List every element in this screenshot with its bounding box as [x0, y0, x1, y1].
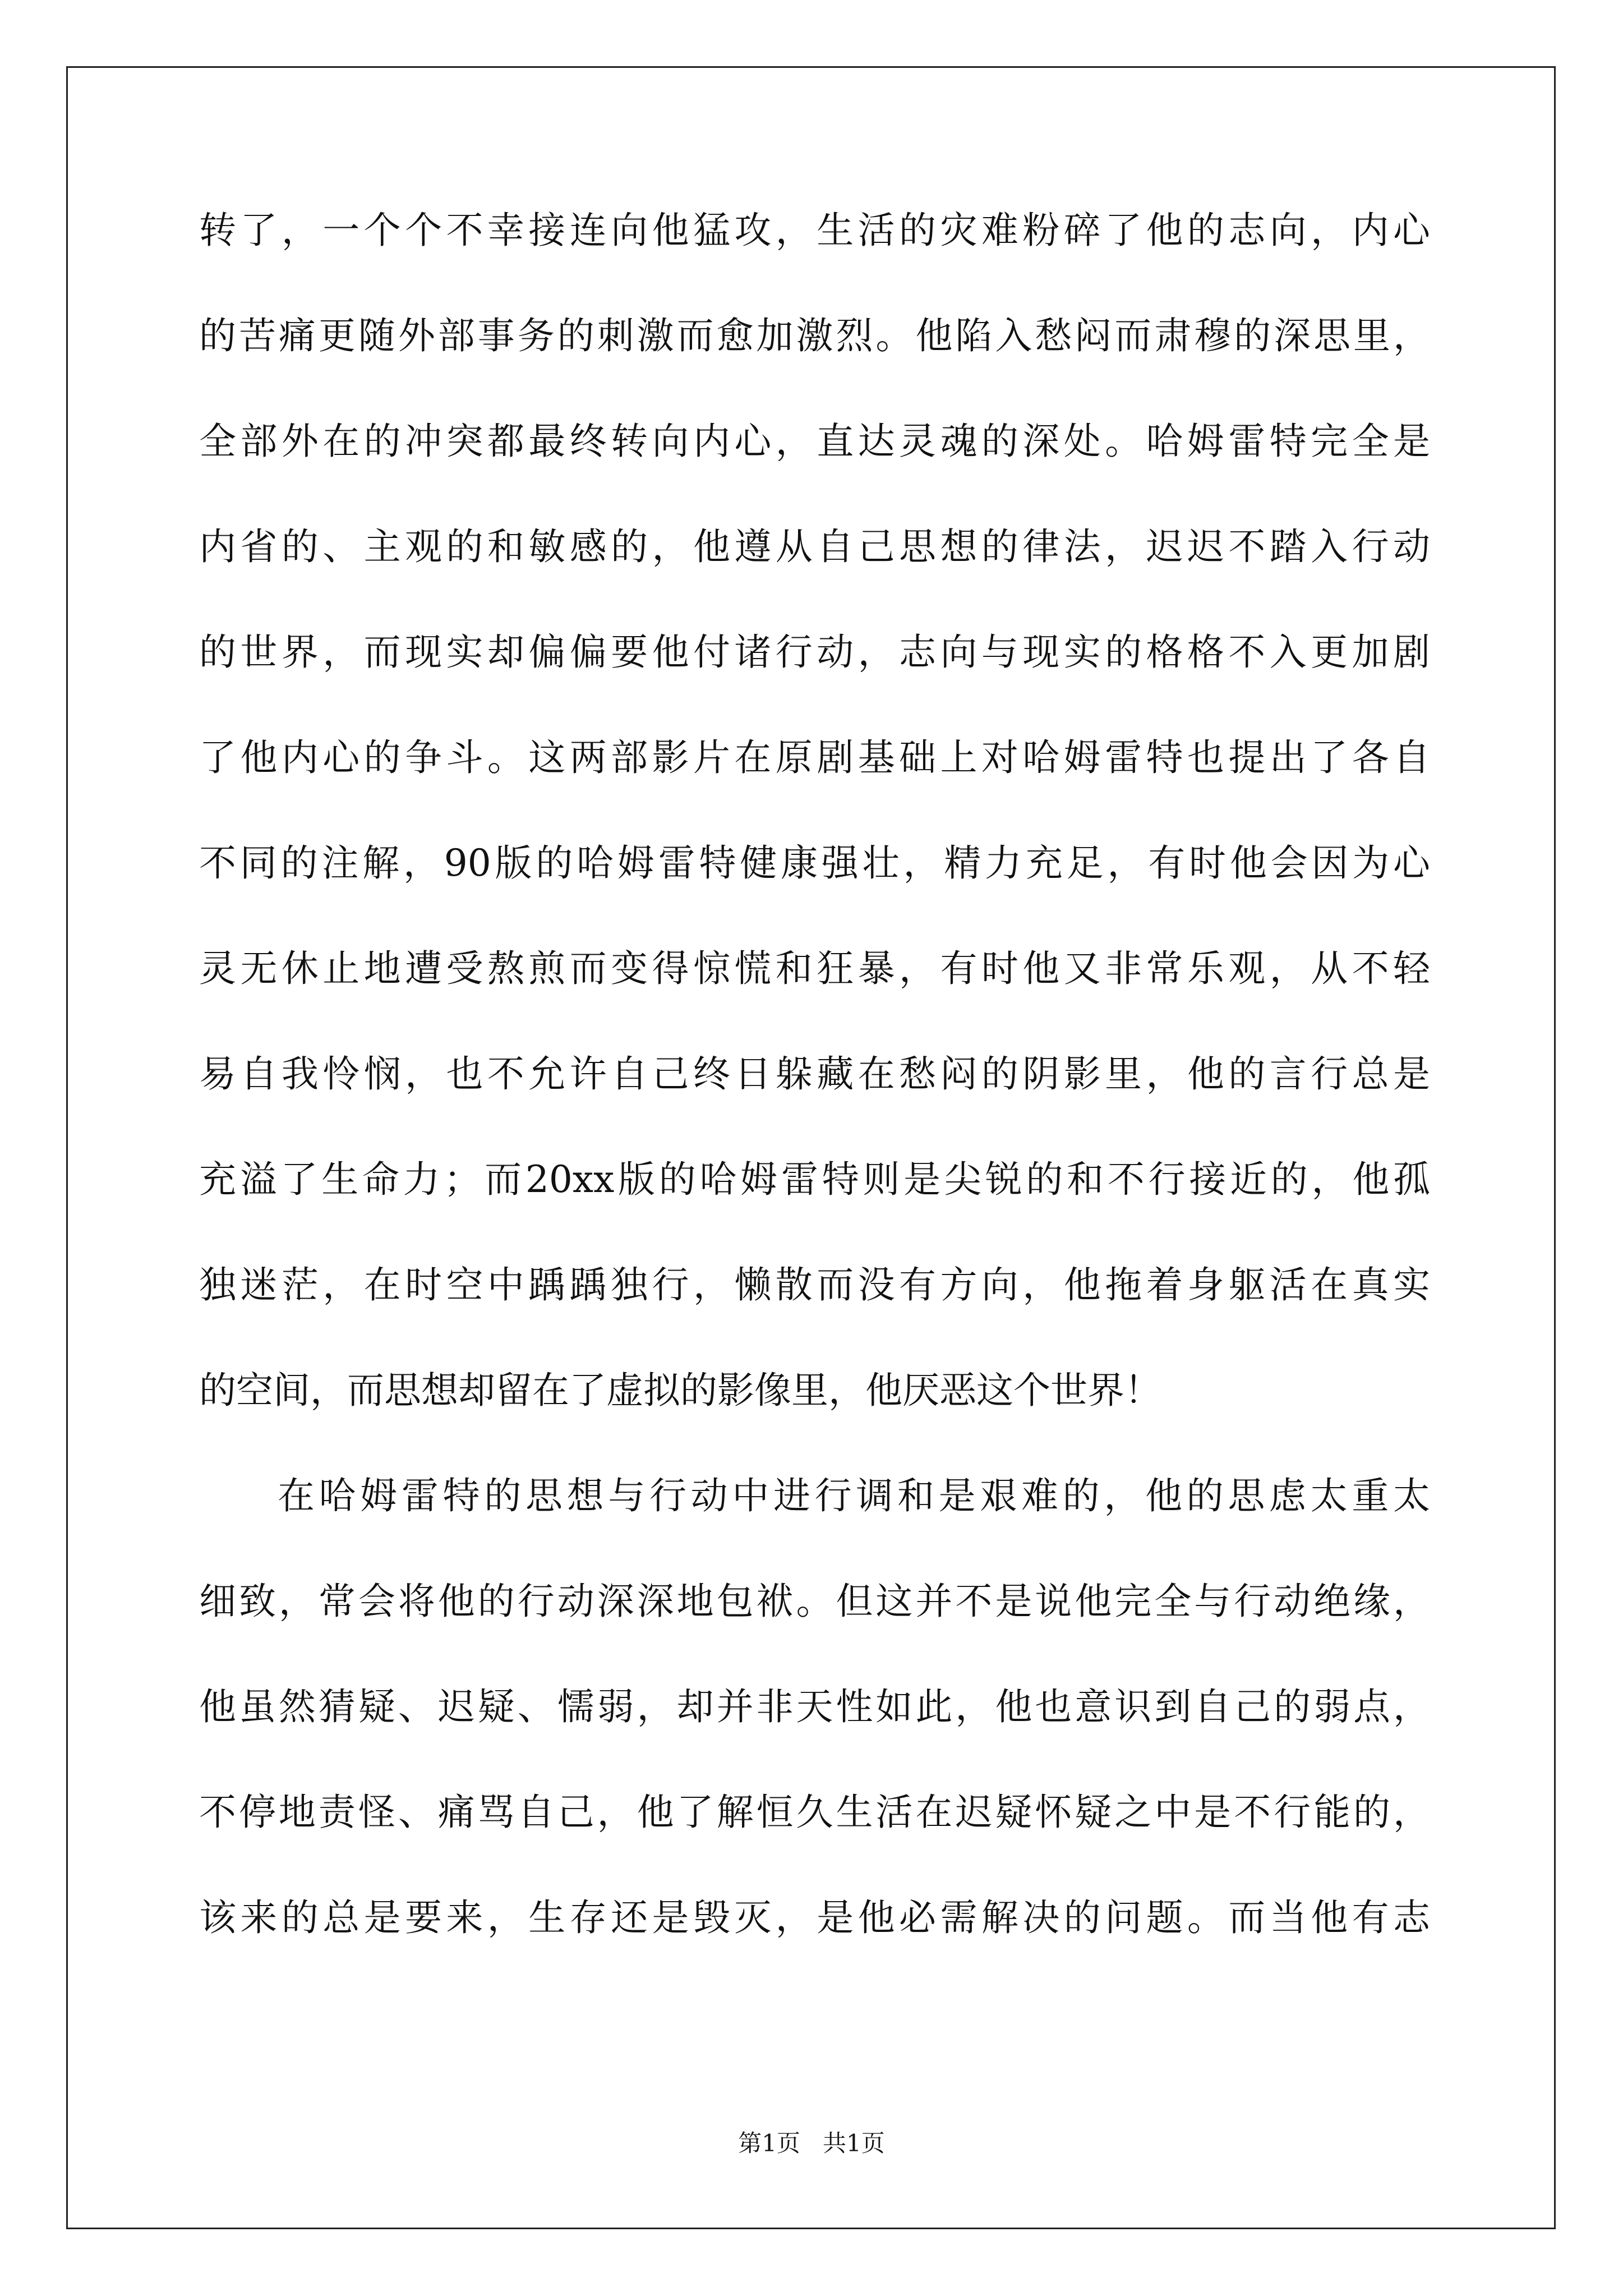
- text-line: 不停地责怪、痛骂自己，他了解恒久生活在迟疑怀疑之中是不行能的，: [199, 1791, 1430, 1834]
- text-line: 全部外在的冲突都最终转向内心，直达灵魂的深处。哈姆雷特完全是: [199, 420, 1430, 463]
- text-line: 内省的、主观的和敏感的，他遵从自己思想的律法，迟迟不踏入行动: [199, 525, 1430, 568]
- text-line: 的苦痛更随外部事务的刺激而愈加激烈。他陷入愁闷而肃穆的深思里，: [199, 314, 1430, 357]
- text-line: 的空间，而思想却留在了虚拟的影像里，他厌恶这个世界！: [199, 1369, 1161, 1412]
- text-line: 细致，常会将他的行动深深地包袱。但这并不是说他完全与行动绝缘，: [199, 1580, 1430, 1623]
- text-line: 不同的注解，90版的哈姆雷特健康强壮，精力充足，有时他会因为心: [199, 841, 1430, 885]
- page-footer: [0, 2129, 1623, 2157]
- text-line: 转了，一个个不幸接连向他猛攻，生活的灾难粉碎了他的志向，内心: [199, 209, 1430, 252]
- page-total: 共1页: [823, 2129, 885, 2157]
- text-line: 灵无休止地遭受熬煎而变得惊慌和狂暴，有时他又非常乐观，从不轻: [199, 947, 1430, 990]
- text-line: 该来的总是要来，生存还是毁灭，是他必需解决的问题。而当他有志: [199, 1896, 1430, 1939]
- page-number: 第1页: [738, 2129, 800, 2157]
- text-line: 了他内心的争斗。这两部影片在原剧基础上对哈姆雷特也提出了各自: [199, 736, 1430, 779]
- document-body: [199, 209, 1430, 2005]
- text-line: 充溢了生命力；而20xx版的哈姆雷特则是尖锐的和不行接近的，他孤: [199, 1158, 1430, 1201]
- text-line: 易自我怜悯，也不允许自己终日躲藏在愁闷的阴影里，他的言行总是: [199, 1052, 1430, 1096]
- text-line: 独迷茫，在时空中踽踽独行，懒散而没有方向，他拖着身躯活在真实: [199, 1263, 1430, 1306]
- text-line: 在哈姆雷特的思想与行动中进行调和是艰难的，他的思虑太重太: [278, 1474, 1430, 1517]
- text-line: 他虽然猜疑、迟疑、懦弱，却并非天性如此，他也意识到自己的弱点，: [199, 1685, 1430, 1728]
- text-line: 的世界，而现实却偏偏要他付诸行动，志向与现实的格格不入更加剧: [199, 631, 1430, 674]
